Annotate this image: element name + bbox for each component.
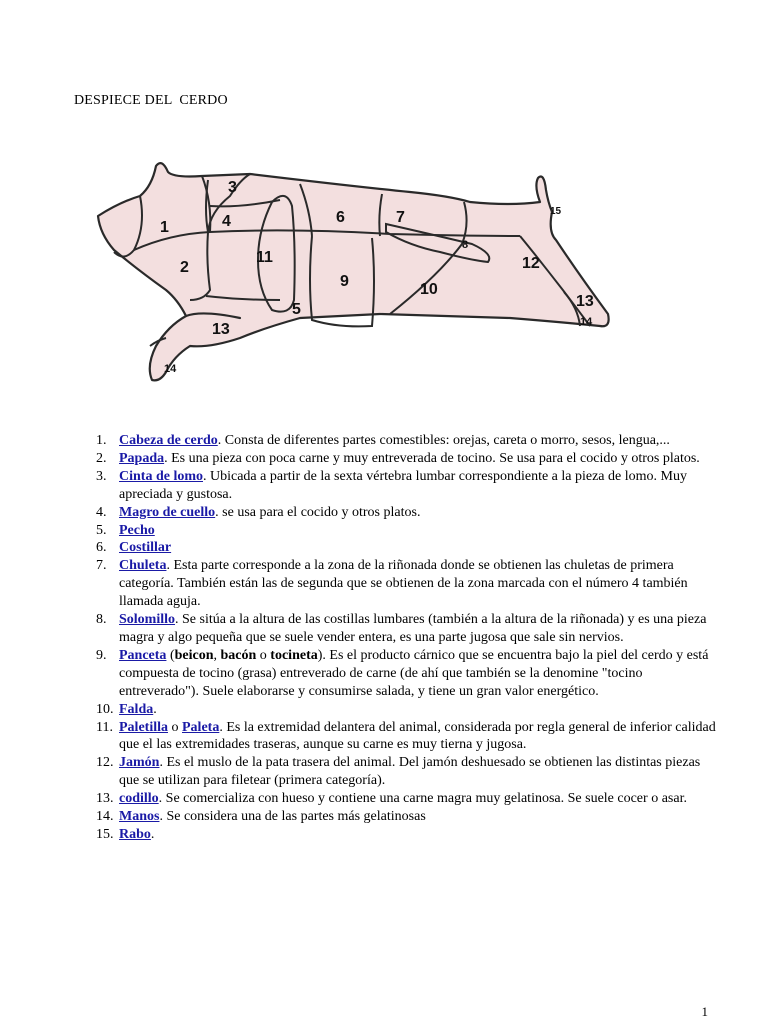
cut-number-label: 11 [256, 249, 273, 266]
cut-number: 6. [96, 540, 107, 556]
cut-name-link[interactable]: Cinta de lomo [119, 468, 203, 484]
cut-name-link[interactable]: Paleta [182, 719, 220, 735]
cut-name-link[interactable]: Jamón [119, 755, 160, 771]
cut-description: . Es una pieza con poca carne y muy entreverada de tocino. Se usa para el cocido y otros platos. [164, 450, 700, 466]
cut-number: 15. [96, 826, 114, 842]
cut-description: . Se comercializa con hueso y contiene una carne magra muy gelatinosa. Se suele cocer o asar. [158, 791, 687, 807]
cut-name-link[interactable]: Cabeza de cerdo [119, 433, 218, 448]
cut-number: 9. [96, 647, 107, 663]
pork-cuts-diagram [90, 150, 594, 385]
cut-number: 14. [96, 809, 114, 825]
cut-name-link[interactable]: Costillar [119, 540, 172, 556]
cut-list-item [0, 754, 720, 790]
cut-description: o [168, 719, 182, 735]
cut-name-link[interactable]: Solomillo [119, 612, 176, 628]
cut-number: 10. [96, 701, 114, 717]
cut-list-item [0, 450, 720, 468]
cut-list-item [0, 557, 720, 611]
cut-number-label: 12 [522, 255, 540, 272]
cut-number-label: 13 [576, 293, 594, 310]
cut-list-item [0, 522, 720, 540]
pig-outline-illustration [90, 150, 594, 385]
cut-list-item [0, 719, 720, 755]
cut-text-bold: tocineta [270, 647, 318, 663]
cut-number: 8. [96, 612, 107, 628]
cut-number-label: 10 [420, 281, 438, 298]
cut-name-link[interactable]: Falda [119, 701, 154, 717]
cut-description: , [213, 647, 221, 663]
cut-number: 13. [96, 791, 114, 807]
cut-name-link[interactable]: Paletilla [119, 719, 168, 735]
cut-list-item [0, 468, 720, 504]
cut-text-bold: bacón [220, 647, 257, 663]
cut-name-link[interactable]: codillo [119, 791, 159, 807]
cut-name-link[interactable]: Magro de cuello [119, 504, 216, 520]
cut-number-label: 13 [212, 321, 230, 338]
cut-number-label: 15 [550, 206, 562, 217]
cut-number: 5. [96, 522, 107, 538]
cut-description: . Consta de diferentes partes comestibles: orejas, careta o morro, sesos, lengua,... [217, 433, 670, 448]
page-number: 1 [701, 1004, 708, 1019]
cut-name-link[interactable]: Panceta [119, 647, 167, 663]
cut-description: . Ubicada a partir de la sexta vértebra lumbar correspondiente a la pieza de lomo. Muy apreciada y gustosa. [119, 468, 687, 502]
cut-list-item [0, 539, 720, 557]
cut-description: . se usa para el cocido y otros platos. [215, 504, 421, 520]
cut-description: . Es la extremidad delantera del animal, considerada por regla general de inferior calidad que el las extremidades traseras, aunque su carne es muy tierna y jugosa. [119, 719, 716, 753]
cut-description: ). Es el producto cárnico que se encuentra bajo la piel del cerdo y está compuesta de tocino (grasa) entreverado de carne (de ahí que también se la denomine "tocino entreverado"). Suele elaborarse y consumirse salada, y tiene un gran valor energético. [119, 647, 709, 699]
cut-number-label: 14 [580, 316, 593, 328]
cut-number: 4. [96, 504, 107, 520]
cut-list-item [0, 504, 720, 522]
cut-description: o [256, 647, 271, 663]
cut-list-item [0, 701, 720, 719]
cut-number-label: 6 [336, 209, 345, 226]
cut-description: . Se sitúa a la altura de las costillas lumbares (también a la altura de la riñonada) y es una pieza magra y algo pequeña que se suele vender entera, es una parte jugosa que sale sin nervios. [119, 612, 707, 645]
cut-description: . Se considera una de las partes más gelatinosas [159, 809, 426, 825]
cut-text-bold: beicon [174, 647, 214, 663]
cut-list-item [0, 432, 720, 450]
cut-name-link[interactable]: Manos [119, 809, 160, 825]
cut-number-label: 8 [462, 239, 469, 251]
cut-description: . [150, 826, 155, 842]
cut-number: 12. [96, 755, 114, 771]
cut-number-label: 5 [292, 301, 301, 318]
cut-description: . Es el muslo de la pata trasera del animal. Del jamón deshuesado se obtienen las distintas piezas que se utilizan para filetear (primera categoría). [119, 755, 701, 789]
cut-number-label: 1 [160, 219, 169, 236]
cut-name-link[interactable]: Papada [119, 450, 165, 466]
cut-number-label: 2 [180, 259, 189, 276]
cut-number: 2. [96, 450, 107, 466]
cut-list-item [0, 826, 720, 844]
cut-number-label: 9 [340, 273, 349, 290]
cut-number-label: 3 [228, 179, 237, 196]
cut-description: . [153, 701, 157, 717]
cut-number-label: 7 [396, 209, 405, 226]
page-title: DESPIECE DEL CERDO [74, 93, 228, 108]
cuts-list [0, 432, 720, 844]
cut-name-link[interactable]: Chuleta [119, 558, 167, 574]
cut-description: ( [166, 647, 175, 663]
cut-number: 1. [96, 433, 107, 448]
cut-description: . Esta parte corresponde a la zona de la riñonada donde se obtienen las chuletas de primera categoría. También están las de segunda que se obtienen de la zona marcada con el número 4 también llamada aguja. [119, 558, 688, 610]
cut-number-label: 14 [164, 363, 177, 375]
cut-name-link[interactable]: Pecho [119, 522, 155, 538]
cut-number: 3. [96, 468, 107, 484]
cut-list-item [0, 790, 720, 808]
cut-list-item [0, 808, 720, 826]
cut-list-item [0, 611, 720, 647]
cut-number-label: 4 [222, 213, 231, 230]
cut-number: 7. [96, 558, 107, 574]
cut-list-item [0, 647, 720, 701]
cut-name-link[interactable]: Rabo [119, 826, 151, 842]
cut-number: 11. [96, 719, 113, 735]
